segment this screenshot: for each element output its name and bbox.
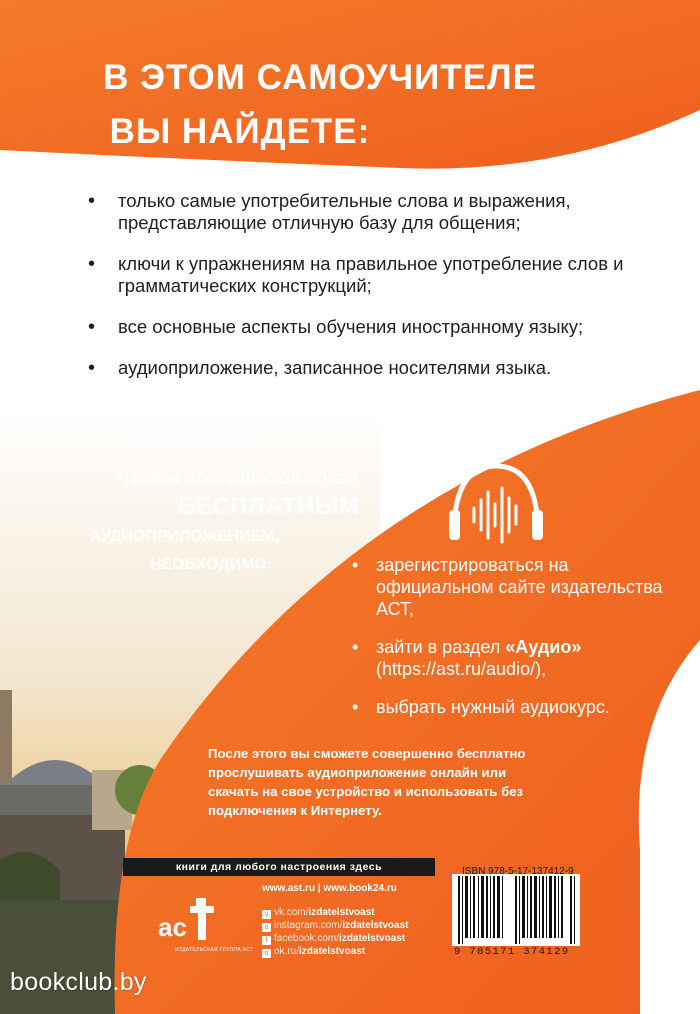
- mood-bar: книги для любого настроения здесь: [123, 858, 435, 876]
- audio-cta-line1: ЧТОБЫ ВОСПОЛЬЗОВАТЬСЯ: [118, 471, 358, 488]
- bullet-icon: •: [88, 316, 96, 338]
- cover-heading-line2: ВЫ НАЙДЕТЕ:: [109, 112, 371, 151]
- audio-cta-line4: НЕОБХОДИМО:: [150, 556, 273, 573]
- isbn-label: ISBN 978-5-17-137412-9: [462, 866, 574, 877]
- audio-cta-line3: АУДИОПРИЛОЖЕНИЕМ,: [90, 528, 280, 545]
- audio-after-text: После этого вы сможете совершенно бесплатно прослушивать аудиоприложение онлайн или скачать на свое устройство и использовать без подключения к Интернету.: [208, 746, 526, 818]
- list-item: • зарегистрироваться на официальном сайте издательства АСТ,: [352, 555, 663, 619]
- social-link-instagram[interactable]: o instagram.com/izdatelstvoast: [262, 920, 409, 932]
- audio-section-name: «Аудио»: [505, 637, 582, 657]
- websites: www.ast.ru | www.book24.ru: [262, 883, 397, 894]
- social-link-ok[interactable]: o ok.ru/izdatelstvoast: [262, 946, 365, 958]
- bullet-icon: •: [88, 357, 96, 379]
- bullet-icon: •: [352, 697, 359, 717]
- list-item: • зайти в раздел «Аудио» (https://ast.ru/audio/),: [352, 637, 582, 679]
- watermark: bookclub.by: [10, 968, 147, 996]
- vk-icon: v: [262, 910, 271, 919]
- instagram-icon: o: [262, 923, 271, 932]
- list-item: • аудиоприложение, записанное носителями языка.: [88, 357, 552, 379]
- bullet-icon: •: [88, 253, 96, 275]
- list-item: • выбрать нужный аудиокурс.: [352, 697, 610, 717]
- feature-list: [88, 190, 688, 398]
- bullet-icon: •: [352, 555, 359, 575]
- audio-cta-line2: БЕСПЛАТНЫМ: [178, 493, 360, 520]
- list-item: • все основные аспекты обучения иностранному языку;: [88, 316, 584, 338]
- social-link-facebook[interactable]: f facebook.com/izdatelstvoast: [262, 933, 405, 945]
- cover-heading-line1: В ЭТОМ САМОУЧИТЕЛЕ: [103, 58, 537, 97]
- bullet-icon: •: [352, 637, 359, 657]
- facebook-icon: f: [262, 936, 271, 945]
- audio-url: (https://ast.ru/audio/),: [376, 659, 547, 679]
- list-item: • только самые употребительные слова и выражения, представляющие отличную базу для общения;: [88, 190, 571, 233]
- audio-steps: [352, 554, 682, 734]
- bullet-icon: •: [88, 190, 96, 212]
- list-item: • ключи к упражнениям на правильное употребление слов и грамматических конструкций;: [88, 253, 624, 296]
- social-link-vk[interactable]: v vk.com/izdatelstvoast: [262, 907, 375, 919]
- svg-text:ас: ас: [158, 912, 187, 942]
- publisher-name: ИЗДАТЕЛЬСКАЯ ГРУППА АСТ: [175, 947, 254, 953]
- ok-icon: o: [262, 949, 271, 958]
- isbn-digits: 9 785171 374129: [454, 946, 570, 958]
